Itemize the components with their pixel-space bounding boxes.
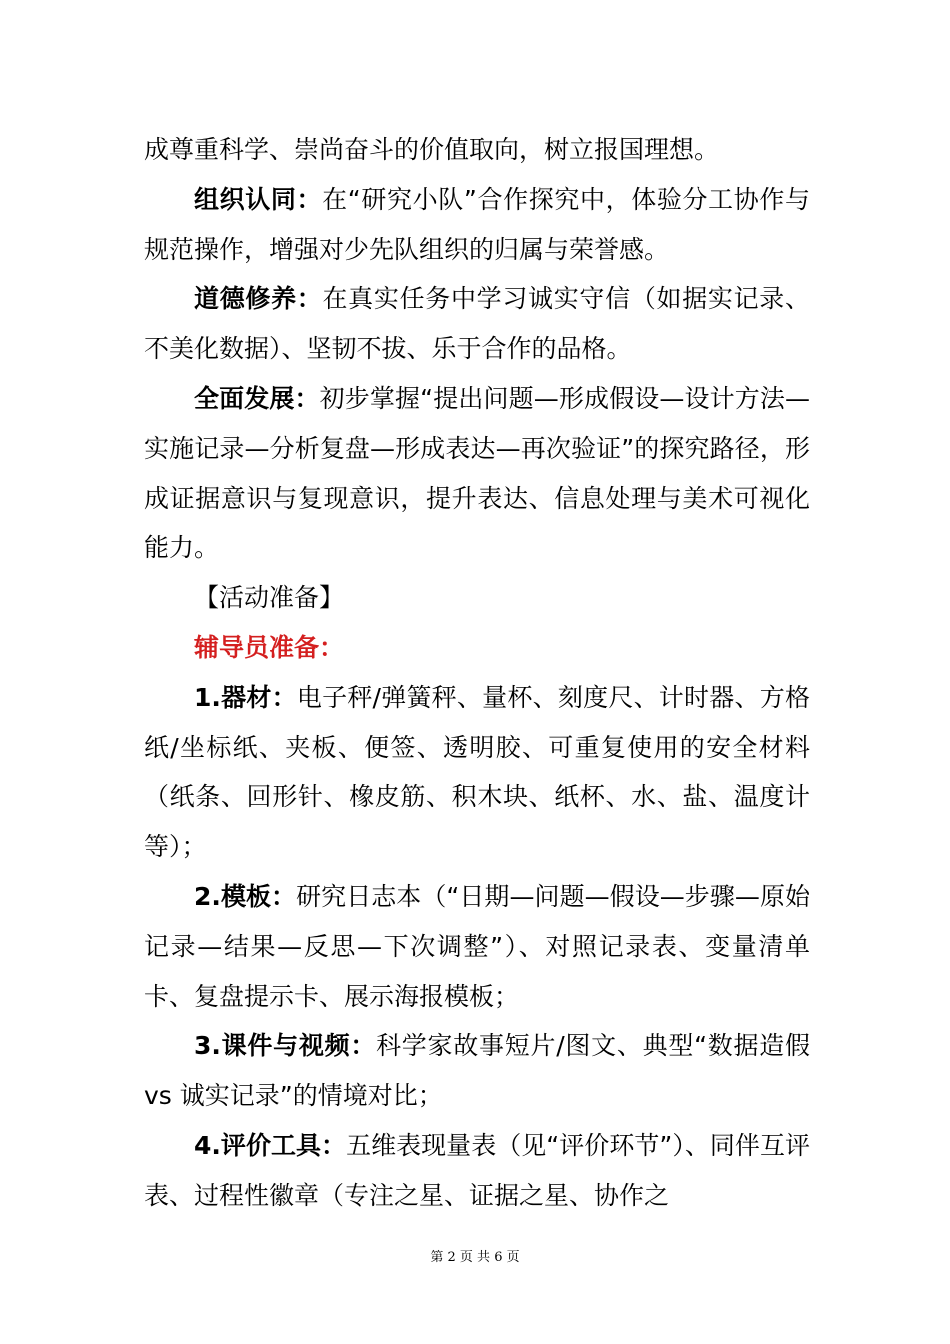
list-item-label: 2.模板： [194,881,297,911]
list-item-courseware-video [144,1021,810,1121]
list-item-equipment [144,673,810,872]
list-item-evaluation-tools [144,1121,810,1221]
paragraph-text: 在“研究小队”合作探究中，体验分工协作与规范操作，增强对少先队组织的归属与荣誉感。 [144,184,810,264]
section-heading-activity-preparation [144,573,810,623]
list-item-text: 科学家故事短片/图文、典型“数据造假 vs 诚实记录”的情境对比； [144,1031,810,1111]
subheading-label: 辅导员准备： [194,632,345,662]
page-footer [0,1246,950,1265]
list-item-label: 1.器材： [194,682,297,712]
list-item-templates [144,872,810,1021]
paragraph-label: 道德修养： [194,284,323,314]
paragraph-label: 全面发展： [194,383,320,413]
subheading-counselor-preparation [144,623,810,673]
paragraph-all-round-development [144,374,810,573]
paragraph-text: 在真实任务中学习诚实守信（如据实记录、不美化数据）、坚韧不拔、乐于合作的品格。 [144,284,810,364]
list-item-label: 3.课件与视频： [194,1031,377,1061]
list-item-text: 五维表现量表（见“评价环节”）、同伴互评表、过程性徽章（专注之星、证据之星、协作之 [144,1130,810,1210]
paragraph-value-orientation [144,125,810,175]
section-heading-text: 【活动准备】 [194,583,345,613]
document-body [144,125,810,1221]
paragraph-label: 组织认同： [194,184,323,214]
page-number: 第 2 页 共 6 页 [430,1250,520,1265]
list-item-label: 4.评价工具： [194,1130,347,1160]
paragraph-text: 初步掌握“提出问题—形成假设—设计方法—实施记录—分析复盘—形成表达—再次验证”的探究路径，形成证据意识与复现意识，提升表达、信息处理与美术可视化能力。 [144,383,810,563]
paragraph-text: 成尊重科学、崇尚奋斗的价值取向，树立报国理想。 [144,135,720,164]
list-item-text: 研究日志本（“日期—问题—假设—步骤—原始记录—结果—反思—下次调整”）、对照记录表、变量清单卡、复盘提示卡、展示海报模板； [144,881,810,1011]
paragraph-organization-identity [144,175,810,275]
list-item-text: 电子秤/弹簧秤、量杯、刻度尺、计时器、方格纸/坐标纸、夹板、便签、透明胶、可重复使用的安全材料（纸条、回形针、橡皮筋、积木块、纸杯、水、盐、温度计等）； [144,682,810,862]
paragraph-moral-cultivation [144,274,810,374]
